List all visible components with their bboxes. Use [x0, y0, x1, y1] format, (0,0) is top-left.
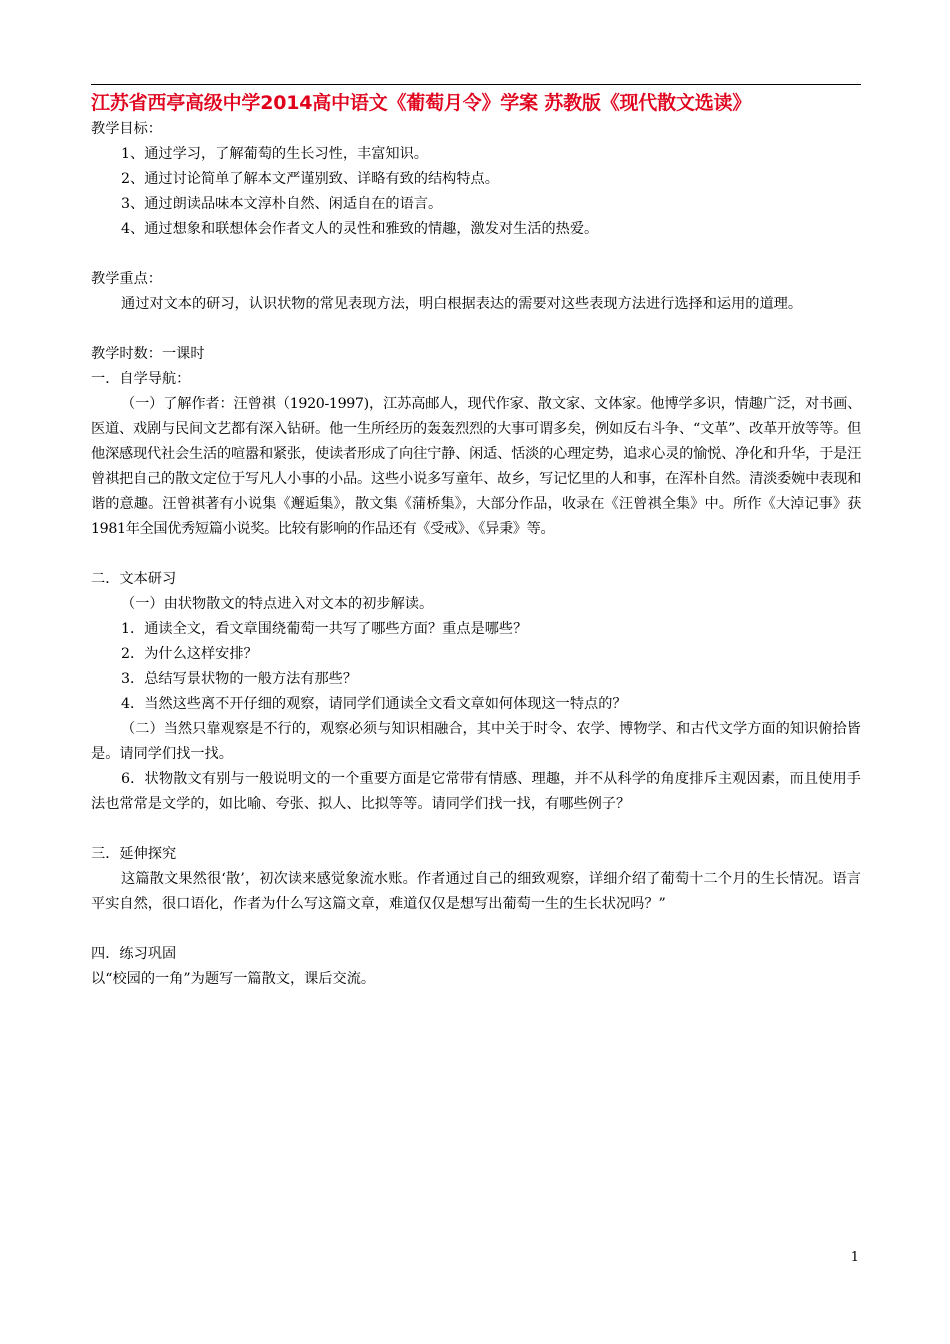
- section4-heading: 四．练习巩固: [91, 946, 177, 962]
- objective-item: 3、通过朗读品味本文淳朴自然、闲适自在的语言。: [121, 196, 443, 212]
- question-item: 4．当然这些离不开仔细的观察，请同学们通读全文看文章如何体现这一特点的？: [121, 696, 627, 712]
- section2-heading: 二．文本研习: [91, 571, 177, 587]
- key-points-heading: 教学重点：: [91, 271, 162, 287]
- author-intro: （一）了解作者：汪曾祺（1920-1997)，江苏高邮人，现代作家、散文家、文体家。他博学多识，情趣广泛，对书画、医道、戏剧与民间文艺都有深入钻研。他一生所经历的轰轰烈烈的大事可谓多矣，例如反右斗争、“文革”、改革开放等等。但他深感现代社会生活的喧嚣和紧张，使读者形成了向往宁静、闲适、恬淡的心理定势，追求心灵的愉悦、净化和升华，于是汪曾祺把自己的散文定位于写凡人小事的小品。这些小说多写童年、故乡，写记忆里的人和事，在浑朴自然。清淡委婉中表现和谐的意趣。汪曾祺著有小说集《邂逅集》，散文集《蒲桥集》，大部分作品，收录在《汪曾祺全集》中。所作《大淖记事》获1981年全国优秀短篇小说奖。比较有影响的作品还有《受戒》、《异秉》等。: [91, 396, 861, 537]
- spacer: [91, 917, 861, 942]
- question-item: 2．为什么这样安排？: [121, 646, 258, 662]
- section3-heading: 三．延伸探究: [91, 846, 177, 862]
- spacer: [91, 317, 861, 342]
- question-item: 3．总结写景状物的一般方法有那些？: [121, 671, 358, 687]
- objective-item: 2、通过讨论简单了解本文严谨别致、详略有致的结构特点。: [121, 171, 499, 187]
- spacer: [91, 242, 861, 267]
- section1-heading: 一．自学导航：: [91, 371, 191, 387]
- question-item: 1．通读全文，看文章围绕葡萄一共写了哪些方面？重点是哪些？: [121, 621, 528, 637]
- objectives-heading: 教学目标：: [91, 121, 162, 137]
- section2-subheading-2: （二）当然只靠观察是不行的，观察必须与知识相融合，其中关于时令、农学、博物学、和古代文学方面的知识俯拾皆是。请同学们找一找。: [91, 721, 861, 762]
- document-title: 江苏省西亭高级中学2014高中语文《葡萄月令》学案 苏教版《现代散文选读》: [91, 92, 752, 114]
- spacer: [91, 817, 861, 842]
- question-item-6: 6．状物散文有别与一般说明文的一个重要方面是它常带有情感、理趣，并不从科学的角度排斥主观因素，而且使用手法也常常是文学的，如比喻、夸张、拟人、比拟等等。请同学们找一找，有哪些例子？: [91, 771, 861, 812]
- section3-text: 这篇散文果然很‘散’，初次读来感觉象流水账。作者通过自己的细致观察，详细介绍了葡萄十二个月的生长情况。语言平实自然，很口语化，作者为什么写这篇文章，难道仅仅是想写出葡萄一生的生长状况吗？”: [91, 871, 861, 912]
- objective-item: 4、通过想象和联想体会作者文人的灵性和雅致的情趣，激发对生活的热爱。: [121, 221, 599, 237]
- teaching-hours: 教学时数：一课时: [91, 346, 205, 362]
- key-points-text: 通过对文本的研习，认识状物的常见表现方法，明白根据表达的需要对这些表现方法进行选择和运用的道理。: [121, 296, 803, 312]
- section4-text: 以“校园的一角”为题写一篇散文，课后交流。: [91, 971, 376, 987]
- document-page: [91, 84, 861, 992]
- page-number: 1: [850, 1250, 859, 1265]
- objective-item: 1、通过学习，了解葡萄的生长习性，丰富知识。: [121, 146, 428, 162]
- header-rule: [91, 84, 861, 85]
- section2-subheading-1: （一）由状物散文的特点进入对文本的初步解读。: [121, 596, 434, 612]
- spacer: [91, 542, 861, 567]
